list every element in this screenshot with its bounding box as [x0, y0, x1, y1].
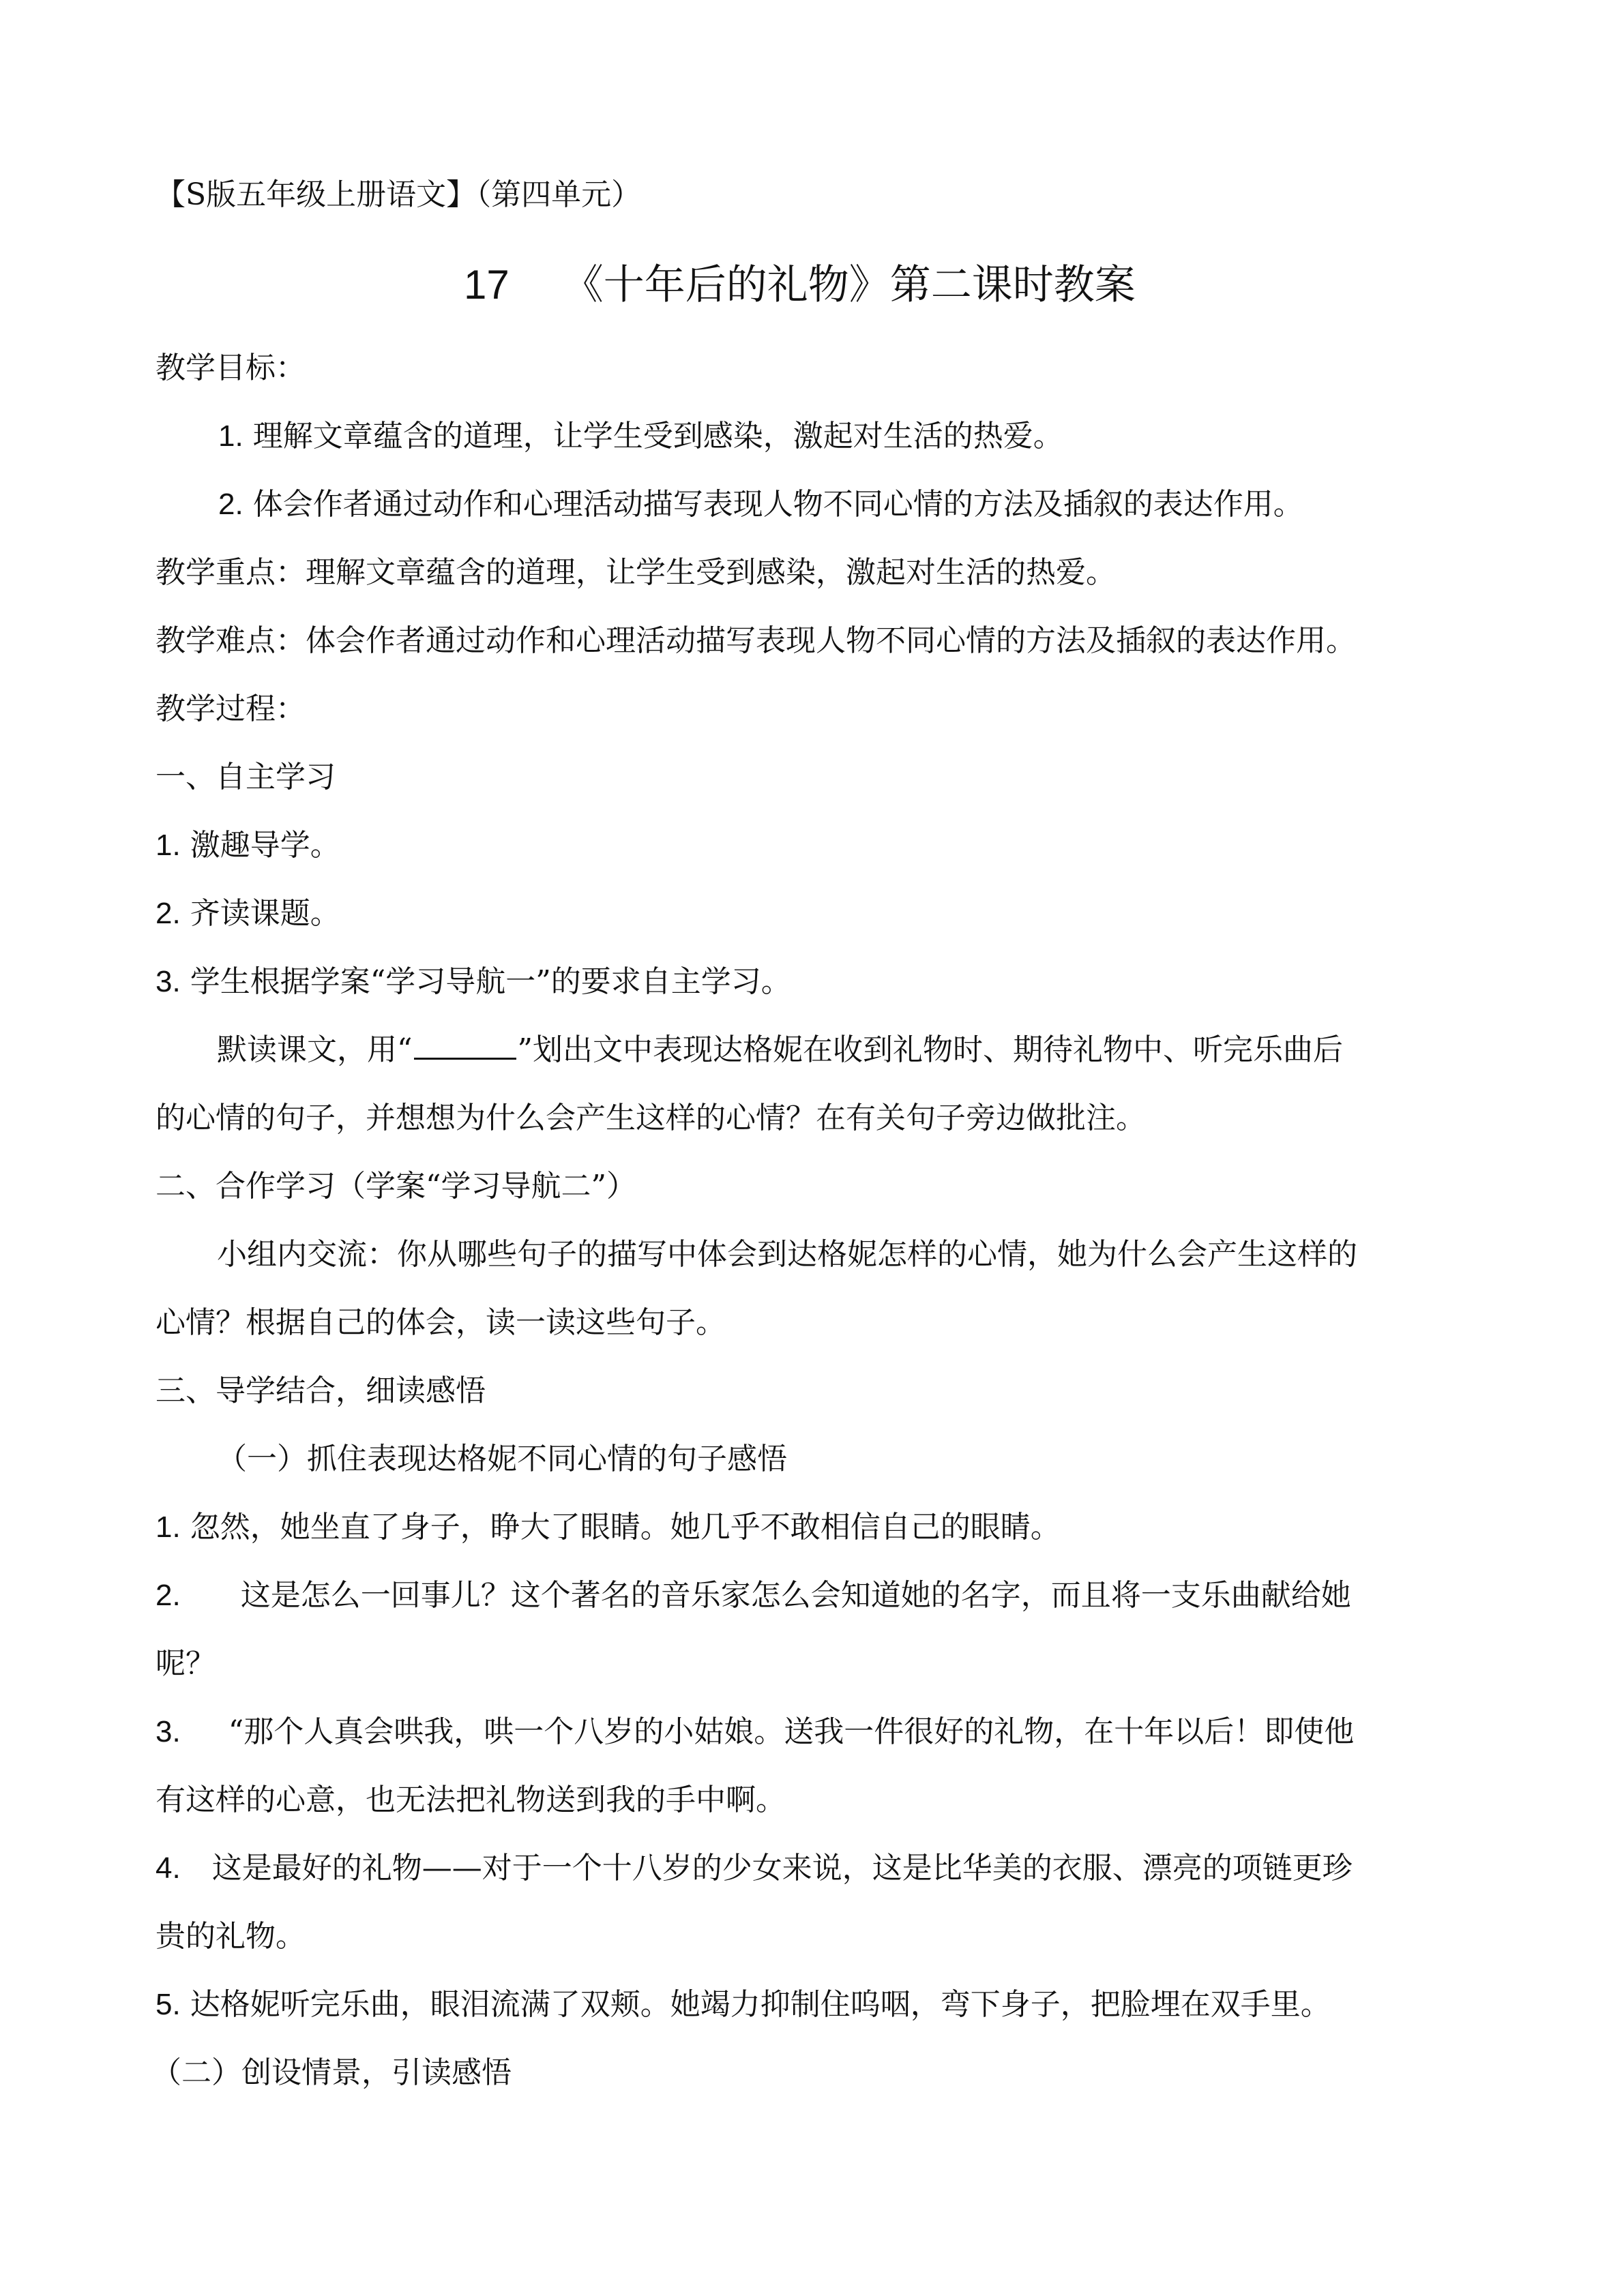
- objective-item-2: [218, 484, 1303, 525]
- series-header: 【S版五年级上册语文】（第四单元）: [156, 177, 642, 212]
- lesson-title: 《十年后的礼物》第二课时教案: [562, 261, 1136, 309]
- sentence-1: [156, 1507, 1061, 1548]
- objective-text: 体会作者通过动作和心理活动描写表现人物不同心情的方法及插叙的表达作用。: [252, 487, 1303, 522]
- sentence-4-line-1: [156, 1848, 1353, 1889]
- section-1-step-1: [156, 825, 340, 866]
- step-text: 学生根据学案“学习导航一”的要求自主学习。: [190, 964, 791, 999]
- list-number: 3.: [156, 1715, 181, 1748]
- sentence-2-line-2: 呢？: [156, 1646, 216, 1681]
- process-heading: 教学过程：: [156, 691, 306, 726]
- list-number: 4.: [156, 1851, 181, 1885]
- objectives-heading: 教学目标：: [156, 351, 306, 385]
- objective-text: 理解文章蕴含的道理，让学生受到感染，激起对生活的热爱。: [252, 419, 1063, 453]
- step-text: 激趣导学。: [190, 828, 340, 863]
- fill-in-blank: [414, 1032, 516, 1060]
- section-1-heading: 一、自主学习: [156, 760, 336, 794]
- sentence-4-line-2: 贵的礼物。: [156, 1919, 306, 1954]
- section-1-paragraph-line-2: 的心情的句子，并想想为什么会产生这样的心情？在有关句子旁边做批注。: [156, 1101, 1146, 1135]
- section-2-paragraph-line-2: 心情？根据自己的体会，读一读这些句子。: [156, 1305, 726, 1340]
- paragraph-text: 默读课文，用“: [217, 1032, 413, 1067]
- sentence-3-line-2: 有这样的心意，也无法把礼物送到我的手中啊。: [156, 1783, 786, 1817]
- list-number: 5.: [156, 1988, 181, 2021]
- list-number: 1.: [156, 1510, 181, 1544]
- list-number: 1.: [218, 419, 243, 453]
- list-number: 1.: [156, 829, 181, 862]
- list-number: 2.: [156, 1579, 181, 1612]
- sentence-5: [156, 1984, 1331, 2025]
- paragraph-text: ”划出文中表现达格妮在收到礼物时、期待礼物中、听完乐曲后: [517, 1032, 1343, 1067]
- difficulty: 教学难点：体会作者通过动作和心理活动描写表现人物不同心情的方法及插叙的表达作用。: [156, 623, 1356, 658]
- sentence-text: 达格妮听完乐曲，眼泪流满了双颊。她竭力抑制住呜咽，弯下身子，把脸埋在双手里。: [190, 1987, 1331, 2022]
- list-number: 3.: [156, 965, 181, 998]
- section-1-step-2: [156, 893, 340, 934]
- sentence-text: “那个人真会哄我，哄一个八岁的小姑娘。送我一件很好的礼物，在十年以后！即使他: [228, 1714, 1355, 1749]
- section-3-subheading-1: （一）抓住表现达格妮不同心情的句子感悟: [217, 1442, 787, 1476]
- section-1-step-3: [156, 961, 791, 1002]
- sentence-text: 这是怎么一回事儿？这个著名的音乐家怎么会知道她的名字，而且将一支乐曲献给她: [240, 1578, 1351, 1613]
- objective-item-1: [218, 416, 1063, 457]
- list-number: 2.: [156, 897, 181, 930]
- step-text: 齐读课题。: [190, 896, 340, 931]
- sentence-text: 这是最好的礼物——对于一个十八岁的少女来说，这是比华美的衣服、漂亮的项链更珍: [211, 1851, 1353, 1885]
- sentence-text: 忽然，她坐直了身子，睁大了眼睛。她几乎不敢相信自己的眼睛。: [190, 1510, 1061, 1545]
- sentence-3-line-1: [156, 1712, 1354, 1753]
- lesson-number: 17: [464, 262, 510, 308]
- key-point: 教学重点：理解文章蕴含的道理，让学生受到感染，激起对生活的热爱。: [156, 555, 1116, 590]
- section-2-paragraph-line-1: 小组内交流：你从哪些句子的描写中体会到达格妮怎样的心情，她为什么会产生这样的: [217, 1237, 1357, 1272]
- section-2-heading: 二、合作学习（学案“学习导航二”）: [156, 1169, 636, 1204]
- document-title: [464, 258, 1136, 312]
- sentence-2-line-1: [156, 1575, 1351, 1616]
- section-3-subheading-2: （二）创设情景，引读感悟: [151, 2055, 512, 2090]
- list-number: 2.: [218, 488, 243, 521]
- section-3-heading: 三、导学结合，细读感悟: [156, 1373, 486, 1408]
- section-1-paragraph-line-1: [217, 1030, 1343, 1071]
